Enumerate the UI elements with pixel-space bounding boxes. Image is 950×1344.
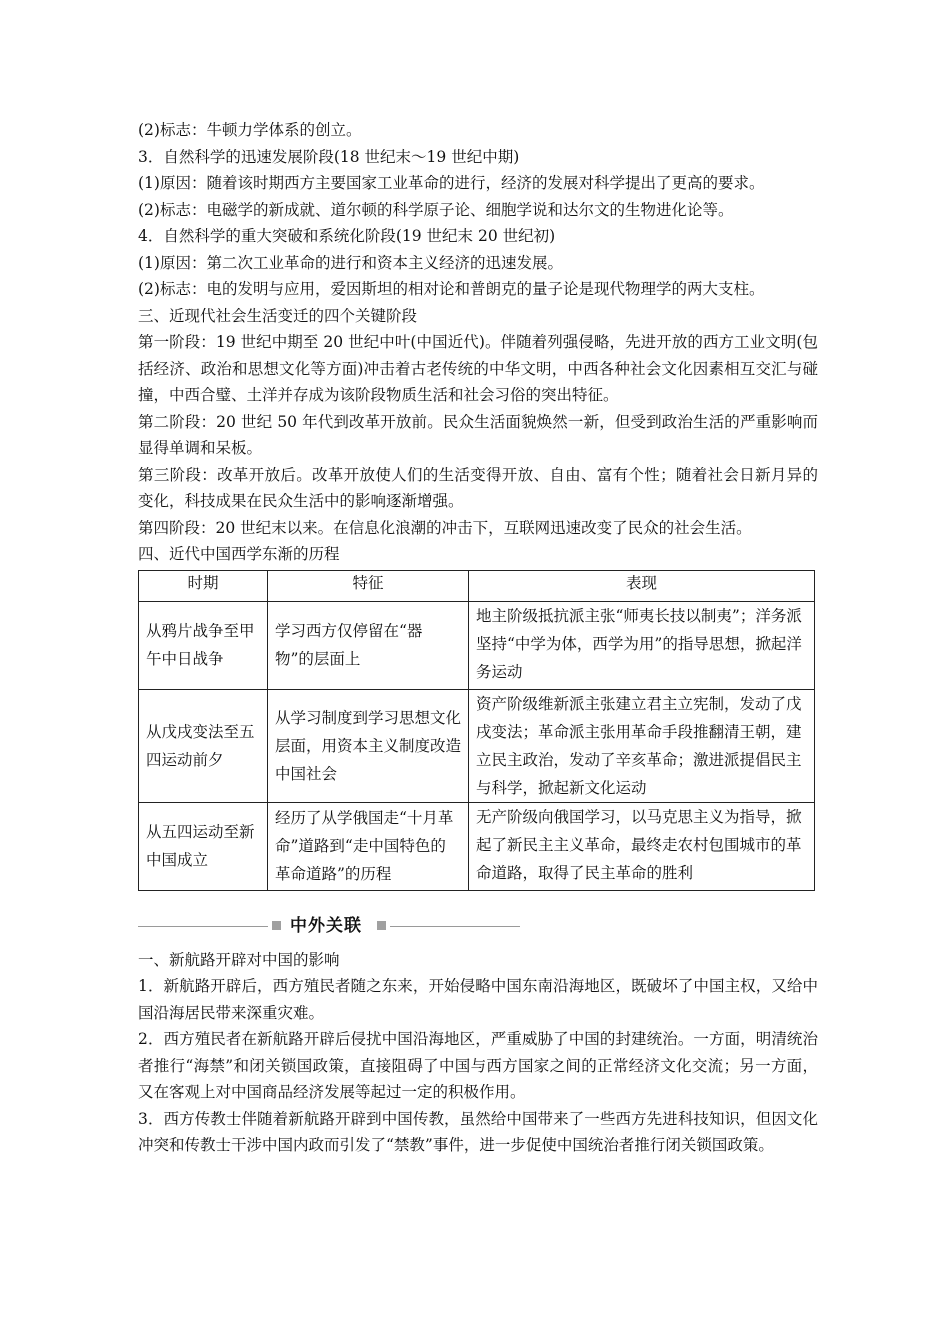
heading-breakthrough: 4．自然科学的重大突破和系统化阶段(19 世纪末 20 世纪初)	[138, 227, 556, 245]
cell-period: 从五四运动至新中国成立	[139, 802, 268, 890]
paragraph-impact-1: 1．新航路开辟后，西方殖民者随之东来，开始侵略中国东南沿海地区，既破坏了中国主权，又给中国沿海居民带来深重灾难。	[138, 977, 818, 1022]
paragraph-newton-mark: (2)标志：牛顿力学体系的创立。	[138, 121, 362, 139]
square-bullet-icon	[377, 921, 386, 930]
divider-line-left	[138, 926, 268, 927]
heading-western-learning: 四、近代中国西学东渐的历程	[138, 545, 340, 563]
cell-feature: 经历了从学俄国走“十月革命”道路到“走中国特色的革命道路”的历程	[268, 802, 469, 890]
section-title: 中外关联	[290, 915, 362, 936]
paragraph-impact-2: 2．西方殖民者在新航路开辟后侵扰中国沿海地区，严重威胁了中国的封建统治。一方面，明清统治者推行“海禁”和闭关锁国政策，直接阻碍了中国与西方国家之间的正常经济文化交流；另一方面，又在客观上对中国商品经济发展等起过一定的积极作用。	[138, 1030, 818, 1101]
western-learning-table	[138, 570, 815, 891]
cell-manifestation: 地主阶级抵抗派主张“师夷长技以制夷”；洋务派坚持“中学为体，西学为用”的指导思想，掀起洋务运动	[469, 601, 815, 689]
paragraph-stage-2: 第二阶段：20 世纪 50 年代到改革开放前。民众生活面貌焕然一新，但受到政治生活的严重影响而显得单调和呆板。	[138, 412, 818, 457]
square-bullet-icon	[272, 921, 281, 930]
header-period: 时期	[139, 570, 268, 601]
cell-manifestation: 资产阶级维新派主张建立君主立宪制，发动了戊戌变法；革命派主张用革命手段推翻清王朝，建立民主政治，发动了辛亥革命；激进派提倡民主与科学，掀起新文化运动	[469, 689, 815, 802]
table-row	[139, 689, 815, 802]
paragraph-rapid-cause: (1)原因：随着该时期西方主要国家工业革命的进行，经济的发展对科学提出了更高的要求。	[138, 174, 765, 192]
cell-feature: 学习西方仅停留在“器物”的层面上	[268, 601, 469, 689]
cell-manifestation: 无产阶级向俄国学习，以马克思主义为指导，掀起了新民主主义革命，最终走农村包围城市的革命道路，取得了民主革命的胜利	[469, 802, 815, 890]
divider-line-right	[390, 926, 520, 927]
paragraph-breakthrough-mark: (2)标志：电的发明与应用，爱因斯坦的相对论和普朗克的量子论是现代物理学的两大支柱。	[138, 280, 765, 298]
heading-new-routes-impact: 一、新航路开辟对中国的影响	[138, 950, 340, 969]
heading-rapid-development: 3．自然科学的迅速发展阶段(18 世纪末～19 世纪中期)	[138, 147, 520, 166]
document-page	[138, 117, 818, 1159]
heading-social-life-stages: 三、近现代社会生活变迁的四个关键阶段	[138, 306, 418, 325]
paragraph-rapid-mark: (2)标志：电磁学的新成就、道尔顿的科学原子论、细胞学说和达尔文的生物进化论等。	[138, 200, 734, 219]
cell-period: 从鸦片战争至甲午中日战争	[139, 601, 268, 689]
cell-feature: 从学习制度到学习思想文化层面，用资本主义制度改造中国社会	[268, 689, 469, 802]
table-header-row	[139, 570, 815, 601]
header-feature: 特征	[268, 570, 469, 601]
cell-period: 从戊戌变法至五四运动前夕	[139, 689, 268, 802]
paragraph-stage-1: 第一阶段：19 世纪中期至 20 世纪中叶(中国近代)。伴随着列强侵略，先进开放的西方工业文明(包括经济、政治和思想文化等方面)冲击着古老传统的中华文明，中西各种社会文化因素相互交汇与碰撞，中西合璧、土洋并存成为该阶段物质生活和社会习俗的突出特征。	[138, 333, 818, 404]
paragraph-stage-4: 第四阶段：20 世纪末以来。在信息化浪潮的冲击下，互联网迅速改变了民众的社会生活。	[138, 518, 752, 537]
table-row	[139, 601, 815, 689]
section-divider	[138, 913, 520, 939]
table-row	[139, 802, 815, 890]
paragraph-breakthrough-cause: (1)原因：第二次工业革命的进行和资本主义经济的迅速发展。	[138, 253, 563, 272]
paragraph-impact-3: 3．西方传教士伴随着新航路开辟到中国传教，虽然给中国带来了一些西方先进科技知识，但因文化冲突和传教士干涉中国内政而引发了“禁教”事件，进一步促使中国统治者推行闭关锁国政策。	[138, 1109, 818, 1154]
paragraph-stage-3: 第三阶段：改革开放后。改革开放使人们的生活变得开放、自由、富有个性；随着社会日新月异的变化，科技成果在民众生活中的影响逐渐增强。	[138, 465, 818, 510]
header-manifestation: 表现	[469, 570, 815, 601]
